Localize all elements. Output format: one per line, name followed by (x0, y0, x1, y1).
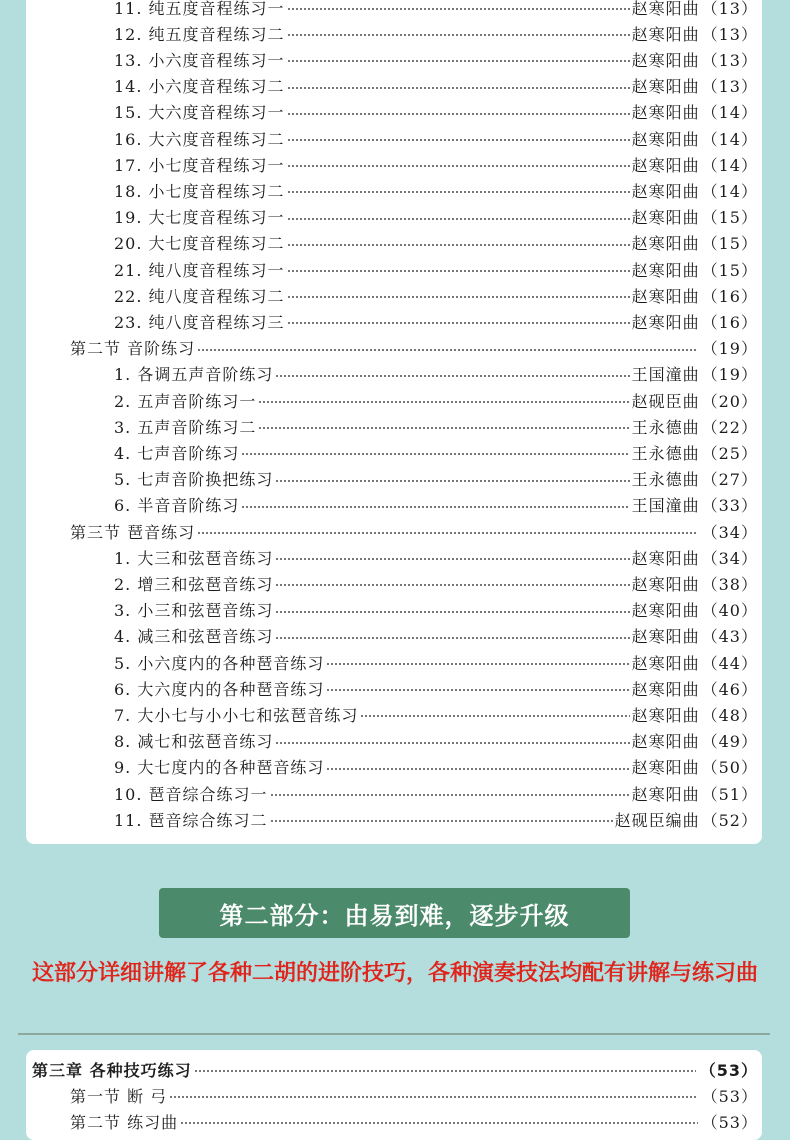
entry-composer: 赵寒阳曲 (631, 208, 700, 228)
toc-entry (114, 649, 758, 675)
dot-leader (287, 244, 630, 246)
entry-title: 14. 小六度音程练习二 (114, 77, 285, 97)
entry-title: 13. 小六度音程练习一 (114, 50, 285, 70)
entry-page-number: （14） (701, 181, 758, 201)
entry-page-number: （16） (701, 312, 758, 332)
dot-leader (287, 218, 630, 220)
entry-composer: 赵寒阳曲 (631, 0, 700, 18)
entry-composer: 赵寒阳曲 (631, 129, 700, 149)
entry-composer: 赵寒阳曲 (631, 758, 700, 778)
entry-title: 1. 各调五声音阶练习 (114, 365, 274, 385)
entry-title: 9. 大七度内的各种琶音练习 (114, 758, 325, 778)
entry-composer: 赵寒阳曲 (631, 24, 700, 44)
entry-title: 3. 小三和弦琶音练习 (114, 601, 274, 621)
entry-composer: 赵寒阳曲 (631, 286, 700, 306)
dot-leader (287, 296, 630, 298)
entry-composer: 赵寒阳曲 (631, 181, 700, 201)
dot-leader (169, 1096, 697, 1098)
entry-composer: 赵寒阳曲 (631, 601, 700, 621)
entry-page-number: （27） (701, 470, 758, 490)
entry-composer: 赵寒阳曲 (631, 679, 700, 699)
toc-entry (114, 204, 758, 230)
entry-page-number: （38） (701, 574, 758, 594)
toc-entry (114, 806, 758, 832)
entry-page-number: （15） (701, 208, 758, 228)
entry-page-number: （13） (701, 0, 758, 18)
entry-title: 21. 纯八度音程练习一 (114, 260, 285, 280)
entry-page-number: （15） (701, 234, 758, 254)
toc-entry (114, 46, 758, 72)
entry-title: 5. 小六度内的各种琶音练习 (114, 653, 325, 673)
toc-entry (114, 308, 758, 334)
toc-entry (114, 73, 758, 99)
entry-title: 20. 大七度音程练习二 (114, 234, 285, 254)
toc-entry (114, 780, 758, 806)
toc-entry (114, 675, 758, 701)
entry-page-number: （20） (701, 391, 758, 411)
entry-page-number: （34） (701, 548, 758, 568)
entry-composer: 赵寒阳曲 (631, 103, 700, 123)
toc-entry (114, 151, 758, 177)
entry-title: 4. 七声音阶练习 (114, 443, 240, 463)
dot-leader (275, 611, 629, 613)
entry-title: 1. 大三和弦琶音练习 (114, 548, 274, 568)
toc-entry (114, 466, 758, 492)
entry-title: 16. 大六度音程练习二 (114, 129, 285, 149)
toc-entry (114, 728, 758, 754)
entry-title: 19. 大七度音程练习一 (114, 208, 285, 228)
entry-page-number: （50） (701, 758, 758, 778)
toc-panel-top (26, 0, 762, 844)
entry-page-number: （22） (701, 417, 758, 437)
entry-page-number: （14） (701, 129, 758, 149)
toc-entry (114, 387, 758, 413)
dot-leader (197, 349, 698, 351)
entry-composer: 赵寒阳曲 (631, 627, 700, 647)
toc-entry (114, 754, 758, 780)
entry-page-number: （15） (701, 260, 758, 280)
dot-leader (287, 8, 630, 10)
dot-leader (287, 139, 630, 141)
dot-leader (275, 480, 629, 482)
entry-title: 第一节 断 弓 (70, 1086, 168, 1106)
entry-composer: 赵寒阳曲 (631, 548, 700, 568)
entry-title: 3. 五声音阶练习二 (114, 417, 257, 437)
dot-leader (241, 506, 629, 508)
entry-title: 12. 纯五度音程练习二 (114, 24, 285, 44)
entry-title: 第二节 音阶练习 (70, 339, 196, 359)
dot-leader (287, 165, 630, 167)
toc-entry (114, 177, 758, 203)
toc-entry (114, 544, 758, 570)
entry-title: 第三章 各种技巧练习 (32, 1060, 192, 1080)
toc-entry (114, 570, 758, 596)
entry-composer: 赵寒阳曲 (631, 77, 700, 97)
entry-title: 22. 纯八度音程练习二 (114, 286, 285, 306)
entry-title: 15. 大六度音程练习一 (114, 103, 285, 123)
entry-page-number: （25） (701, 443, 758, 463)
entry-title: 第三节 琶音练习 (70, 522, 196, 542)
toc-entry (114, 361, 758, 387)
toc-entry (114, 439, 758, 465)
toc-entry (114, 230, 758, 256)
dot-leader (287, 191, 630, 193)
dot-leader (275, 558, 629, 560)
toc-entry (114, 256, 758, 282)
dot-leader (258, 427, 629, 429)
entry-page-number: （43） (701, 627, 758, 647)
dot-leader (275, 742, 629, 744)
entry-page-number: （13） (701, 50, 758, 70)
dot-leader (360, 715, 629, 717)
entry-page-number: （16） (701, 286, 758, 306)
dot-leader (287, 34, 630, 36)
entry-composer: 赵寒阳曲 (631, 574, 700, 594)
toc-entry (114, 125, 758, 151)
entry-composer: 王永德曲 (631, 443, 700, 463)
entry-page-number: （33） (701, 496, 758, 516)
entry-page-number: （49） (701, 732, 758, 752)
entry-composer: 赵寒阳曲 (631, 50, 700, 70)
dot-leader (241, 453, 629, 455)
toc-entry (114, 701, 758, 727)
entry-composer: 王国潼曲 (631, 365, 700, 385)
entry-title: 17. 小七度音程练习一 (114, 155, 285, 175)
entry-page-number: （14） (701, 103, 758, 123)
entry-title: 2. 五声音阶练习一 (114, 391, 257, 411)
entry-page-number: （48） (701, 705, 758, 725)
entry-page-number: （53） (701, 1112, 758, 1132)
entry-page-number: （52） (701, 810, 758, 830)
entry-title: 4. 减三和弦琶音练习 (114, 627, 274, 647)
entry-page-number: （19） (701, 365, 758, 385)
toc-section-entry (70, 518, 758, 544)
part-two-description: 这部分详细讲解了各种二胡的进阶技巧，各种演奏技法均配有讲解与练习曲 (31, 961, 758, 986)
entry-composer: 赵寒阳曲 (631, 732, 700, 752)
entry-title: 6. 半音音阶练习 (114, 496, 240, 516)
entry-composer: 赵寒阳曲 (631, 234, 700, 254)
toc-panel-bottom (26, 1050, 762, 1140)
entry-page-number: （13） (701, 24, 758, 44)
entry-composer: 王永德曲 (631, 417, 700, 437)
toc-entry (114, 0, 758, 20)
dot-leader (258, 401, 629, 403)
toc-entry (114, 623, 758, 649)
banner-title: 第二部分：由易到难，逐步升级 (219, 901, 570, 930)
dot-leader (180, 1122, 698, 1124)
entry-page-number: （40） (701, 601, 758, 621)
entry-composer: 赵砚臣曲 (631, 391, 700, 411)
toc-section-entry (70, 1082, 758, 1108)
entry-page-number: （14） (701, 155, 758, 175)
dot-leader (194, 1070, 696, 1072)
entry-composer: 赵砚臣编曲 (614, 810, 700, 830)
toc-entry (114, 413, 758, 439)
entry-page-number: （19） (701, 339, 758, 359)
dot-leader (326, 663, 629, 665)
dot-leader (326, 768, 629, 770)
dot-leader (287, 113, 630, 115)
entry-page-number: （53） (699, 1060, 758, 1080)
dot-leader (275, 637, 629, 639)
entry-title: 6. 大六度内的各种琶音练习 (114, 679, 325, 699)
entry-title: 11. 琶音综合练习二 (114, 810, 268, 830)
entry-title: 7. 大小七与小小七和弦琶音练习 (114, 705, 359, 725)
dot-leader (197, 532, 698, 534)
entry-title: 5. 七声音阶换把练习 (114, 470, 274, 490)
entry-title: 18. 小七度音程练习二 (114, 181, 285, 201)
toc-entry (114, 597, 758, 623)
entry-composer: 赵寒阳曲 (631, 260, 700, 280)
dot-leader (287, 60, 630, 62)
toc-chapter-entry (32, 1056, 758, 1082)
entry-composer: 王永德曲 (631, 470, 700, 490)
dot-leader (326, 689, 629, 691)
entry-composer: 赵寒阳曲 (631, 705, 700, 725)
entry-composer: 赵寒阳曲 (631, 784, 700, 804)
entry-page-number: （53） (701, 1086, 758, 1106)
entry-title: 10. 琶音综合练习一 (114, 784, 268, 804)
dot-leader (287, 322, 630, 324)
entry-page-number: （51） (701, 784, 758, 804)
entry-page-number: （44） (701, 653, 758, 673)
entry-composer: 赵寒阳曲 (631, 653, 700, 673)
entry-title: 第二节 练习曲 (70, 1112, 179, 1132)
entry-composer: 王国潼曲 (631, 496, 700, 516)
dot-leader (287, 87, 630, 89)
entry-page-number: （13） (701, 77, 758, 97)
part-two-banner (159, 888, 630, 938)
entry-page-number: （34） (701, 522, 758, 542)
toc-entry (114, 282, 758, 308)
dot-leader (270, 820, 613, 822)
section-divider (18, 1033, 770, 1035)
toc-section-entry (70, 1108, 758, 1134)
toc-section-entry (70, 335, 758, 361)
toc-entry (114, 492, 758, 518)
dot-leader (275, 584, 629, 586)
entry-title: 23. 纯八度音程练习三 (114, 312, 285, 332)
toc-entry (114, 20, 758, 46)
entry-composer: 赵寒阳曲 (631, 312, 700, 332)
dot-leader (287, 270, 630, 272)
entry-title: 8. 减七和弦琶音练习 (114, 732, 274, 752)
entry-title: 2. 增三和弦琶音练习 (114, 574, 274, 594)
entry-composer: 赵寒阳曲 (631, 155, 700, 175)
dot-leader (270, 794, 630, 796)
entry-title: 11. 纯五度音程练习一 (114, 0, 285, 18)
entry-page-number: （46） (701, 679, 758, 699)
dot-leader (275, 375, 629, 377)
toc-entry (114, 99, 758, 125)
